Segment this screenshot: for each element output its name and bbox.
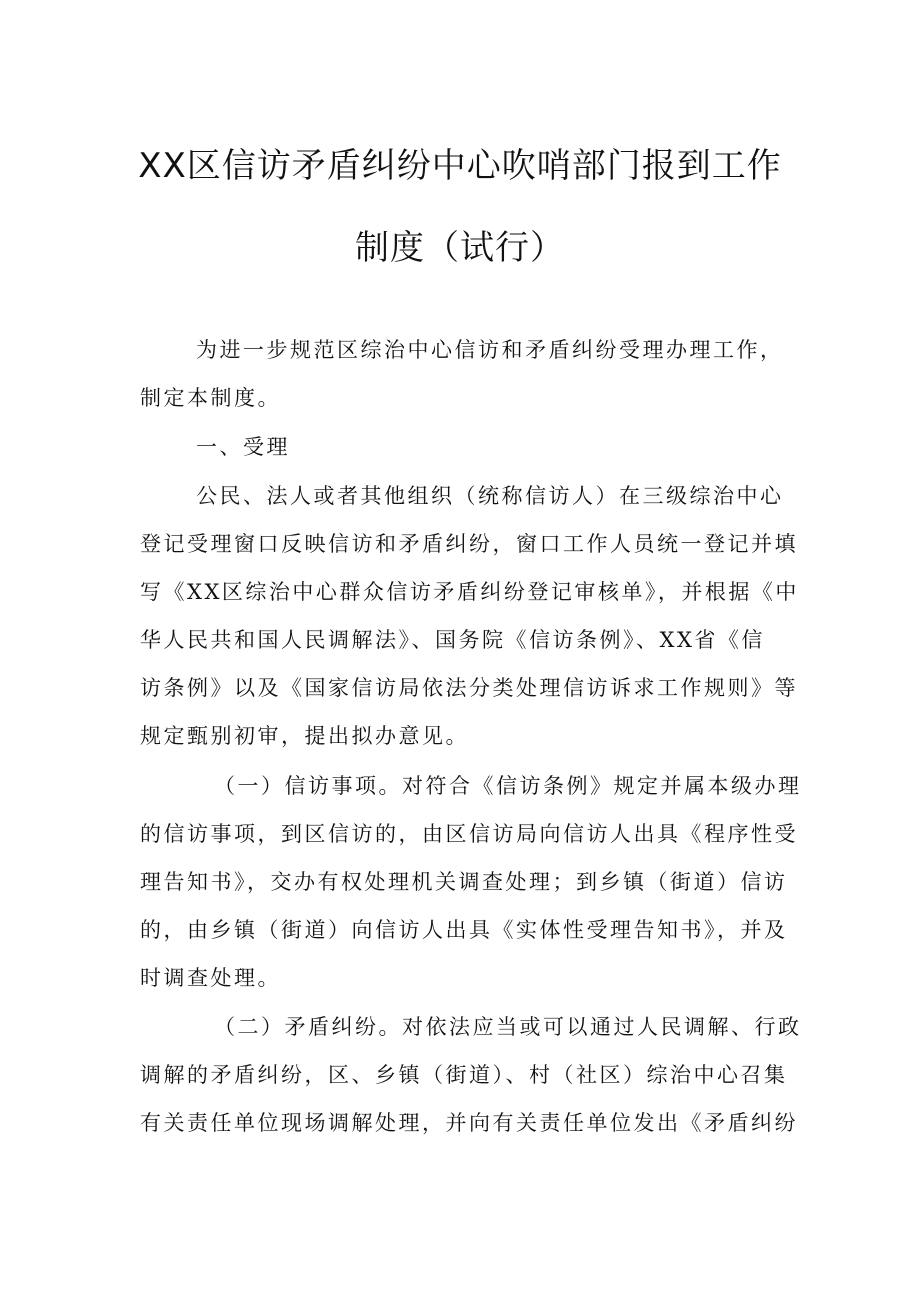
paragraph-line: 登记受理窗口反映信访和矛盾纠纷，窗口工作人员统一登记并填 bbox=[140, 532, 798, 556]
paragraph-line: 华人民共和国人民调解法》、国务院《信访条例》、XX省《信 bbox=[140, 628, 765, 652]
paragraph-line: 规定甄别初审，提出拟办意见。 bbox=[140, 724, 469, 748]
disputes-paragraph bbox=[140, 1003, 800, 1147]
paragraph-line: （二）矛盾纠纷。对依法应当或可以通过人民调解、行政 bbox=[214, 1015, 802, 1039]
section-heading-receipt bbox=[140, 423, 800, 471]
paragraph-line: 为进一步规范区综治中心信访和矛盾纠纷受理办理工作， bbox=[196, 338, 784, 362]
paragraph-line: 写《XX区综治中心群众信访矛盾纠纷登记审核单》，并根据《中 bbox=[140, 580, 799, 604]
paragraph-line: 公民、法人或者其他组织（统称信访人）在三级综治中心 bbox=[196, 484, 784, 508]
paragraph-line: 理告知书》，交办有权处理机关调查处理；到乡镇（街道）信访 bbox=[140, 870, 788, 894]
document-title-line-2: 制度（试行） bbox=[355, 228, 565, 268]
paragraph-line: 时调查处理。 bbox=[140, 966, 281, 990]
paragraph-line: 的信访事项，到区信访的，由区信访局向信访人出具《程序性受 bbox=[140, 822, 798, 846]
paragraph-line: 有关责任单位现场调解处理，并向有关责任单位发出《矛盾纠纷 bbox=[140, 1111, 798, 1135]
section-heading: 一、受理 bbox=[196, 435, 290, 459]
document-title-line-1: XX区信访矛盾纠纷中心吹哨部门报到工作 bbox=[138, 146, 782, 186]
petition-matters-paragraph bbox=[140, 762, 800, 1002]
paragraph-line: （一）信访事项。对符合《信访条例》规定并属本级办理 bbox=[214, 774, 802, 798]
intro-paragraph bbox=[140, 326, 800, 422]
receipt-paragraph bbox=[140, 472, 800, 760]
paragraph-line: 调解的矛盾纠纷，区、乡镇（街道）、村（社区）综治中心召集 bbox=[140, 1063, 788, 1087]
paragraph-line: 访条例》以及《国家信访局依法分类处理信访诉求工作规则》等 bbox=[140, 676, 798, 700]
paragraph-line: 的，由乡镇（街道）向信访人出具《实体性受理告知书》，并及 bbox=[140, 918, 788, 942]
paragraph-line: 制定本制度。 bbox=[140, 386, 281, 410]
